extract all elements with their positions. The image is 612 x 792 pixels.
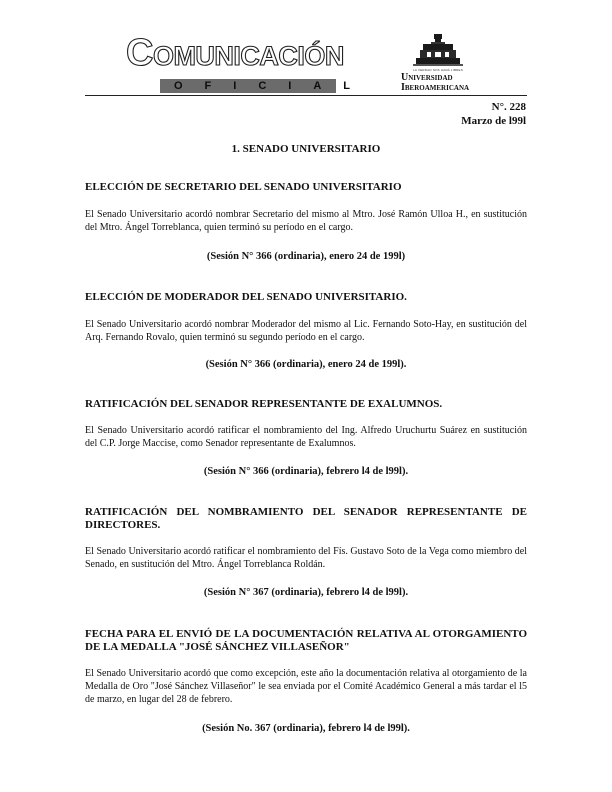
header-rule bbox=[85, 95, 527, 96]
masthead bbox=[0, 0, 612, 100]
seal-motto: LA VERDAD NOS HARÁ LIBRES bbox=[413, 68, 463, 72]
item-session: (Sesión N° 366 (ordinaria), enero 24 de 199l). bbox=[205, 359, 407, 370]
item-session: (Sesión No. 367 (ordinaria), febrero l4 de l99l). bbox=[202, 723, 410, 734]
item-body: El Senado Universitario acordó ratificar el nombramiento del Fís. Gustavo Soto de la Vega como miembro del Senado, en sustitución del Mtro. Ángel Torreblanca Roldán. bbox=[85, 546, 527, 570]
item-title: ELECCIÓN DE SECRETARIO DEL SENADO UNIVERSITARIO bbox=[85, 181, 402, 193]
section-title: 1. SENADO UNIVERSITARIO bbox=[231, 143, 381, 155]
item-session: (Sesión N° 367 (ordinaria), febrero l4 de l99l). bbox=[203, 587, 409, 598]
item-body: El Senado Universitario acordó nombrar Secretario del mismo al Mtro. José Ramón Ulloa H., en sustitución del Mtro. Ángel Torreblanca, quien terminó su período en el cargo. bbox=[85, 209, 527, 233]
brand-title: Comunicación bbox=[126, 32, 344, 74]
item-session: (Sesión N° 366 (ordinaria), enero 24 de 199l) bbox=[206, 251, 406, 262]
document-number: N°. 228 bbox=[491, 101, 526, 113]
item-title: RATIFICACIÓN DEL SENADOR REPRESENTANTE DE EXALUMNOS. bbox=[85, 398, 443, 410]
university-seal-icon bbox=[413, 32, 463, 68]
brand-subtitle: OFICIAL bbox=[174, 80, 372, 92]
item-title: FECHA PARA EL ENVIÓ DE LA DOCUMENTACIÓN RELATIVA AL OTORGAMIENTO DE LA MEDALLA "JOSÉ SÁNCHEZ VILLASEÑOR" bbox=[85, 628, 527, 653]
document-date: Marzo de l99l bbox=[461, 115, 526, 127]
item-session: (Sesión N° 366 (ordinaria), febrero l4 de l99l). bbox=[203, 466, 409, 477]
item-body: El Senado Universitario acordó nombrar Moderador del mismo al Lic. Fernando Soto-Hay, en sustitución del Arq. Fernando Rovalo, quien terminó su segundo período en el cargo. bbox=[85, 319, 527, 343]
item-body: El Senado Universitario acordó que como excepción, este año la documentación relativa al otorgamiento de la Medalla de Oro "José Sánchez Villaseñor" le sea enviada por el Comité Académico General a más tardar el l5 de marzo, en lugar del 28 de febrero. bbox=[85, 668, 527, 705]
university-name: Universidad Iberoamericana bbox=[401, 72, 470, 93]
item-title: RATIFICACIÓN DEL NOMBRAMIENTO DEL SENADOR REPRESENTANTE DE DIRECTORES. bbox=[85, 506, 527, 531]
item-title: ELECCIÓN DE MODERADOR DEL SENADO UNIVERSITARIO. bbox=[85, 291, 407, 303]
item-body: El Senado Universitario acordó ratificar el nombramiento del Ing. Alfredo Uruchurtu Suárez en sustitución del C.P. Jorge Maccise, como Senador representante de Exalumnos. bbox=[85, 425, 527, 449]
